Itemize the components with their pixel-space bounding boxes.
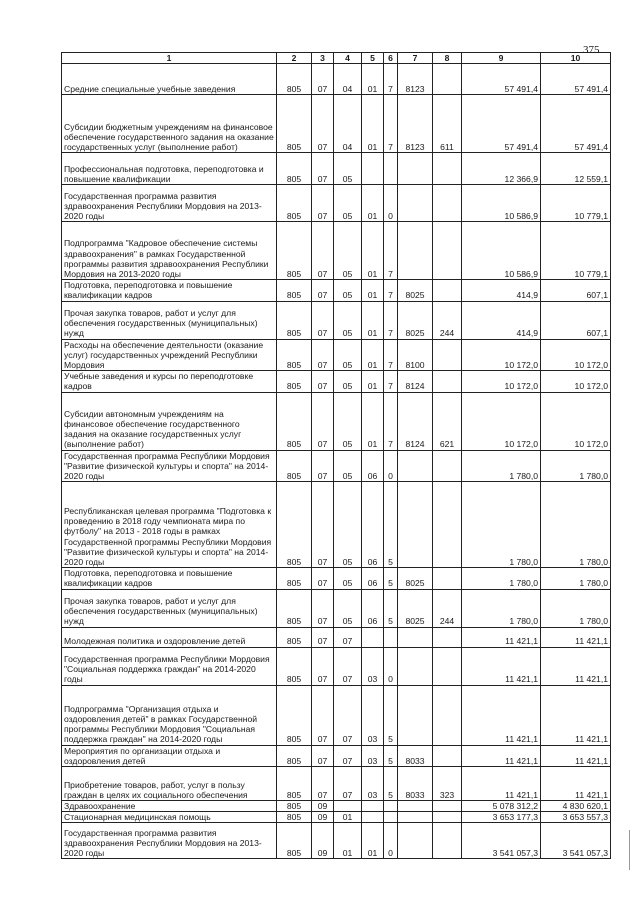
code-cell — [362, 627, 384, 647]
code-cell — [433, 153, 462, 185]
code-cell: 8033 — [398, 745, 433, 766]
code-cell: 805 — [277, 745, 312, 766]
amount-cell: 12 366,9 — [462, 153, 541, 185]
amount-cell: 11 421,1 — [541, 627, 611, 647]
code-cell: 5 — [384, 685, 398, 745]
code-cell: 07 — [312, 685, 334, 745]
table-row — [62, 767, 611, 801]
code-cell: 805 — [277, 568, 312, 589]
code-cell — [433, 685, 462, 745]
code-cell: 07 — [312, 280, 334, 301]
row-name-cell: Государственная программа развития здравоохранения Республики Мордовия на 2013-2020 годы — [62, 185, 277, 222]
code-cell: 09 — [312, 823, 334, 859]
table-row — [62, 589, 611, 627]
row-name-cell: Здравоохранение — [62, 801, 277, 812]
code-cell: 8124 — [398, 371, 433, 392]
code-cell: 805 — [277, 280, 312, 301]
code-cell: 07 — [312, 153, 334, 185]
table-row — [62, 823, 611, 859]
code-cell: 07 — [334, 627, 362, 647]
amount-cell: 1 780,0 — [462, 568, 541, 589]
column-header: 7 — [398, 53, 433, 64]
code-cell: 06 — [362, 568, 384, 589]
code-cell — [384, 627, 398, 647]
amount-cell: 57 491,4 — [462, 64, 541, 95]
code-cell: 06 — [362, 450, 384, 482]
table-row — [62, 450, 611, 482]
amount-cell: 1 780,0 — [462, 482, 541, 568]
code-cell: 07 — [312, 371, 334, 392]
table-row — [62, 301, 611, 339]
code-cell: 01 — [334, 812, 362, 823]
row-name-cell: Профессиональная подготовка, переподготовка и повышение квалификации — [62, 153, 277, 185]
table-row — [62, 801, 611, 812]
code-cell: 06 — [362, 589, 384, 627]
amount-cell: 3 653 177,3 — [462, 812, 541, 823]
column-header: 3 — [312, 53, 334, 64]
amount-cell: 10 172,0 — [462, 339, 541, 371]
amount-cell: 5 078 312,2 — [462, 801, 541, 812]
code-cell: 805 — [277, 222, 312, 280]
code-cell: 0 — [384, 185, 398, 222]
code-cell: 05 — [334, 482, 362, 568]
row-name-cell: Государственная программа Республики Мордовия "Социальная поддержка граждан" на 2014-2020 годы — [62, 647, 277, 685]
code-cell: 7 — [384, 64, 398, 95]
table-row — [62, 185, 611, 222]
table-row — [62, 153, 611, 185]
code-cell: 07 — [312, 392, 334, 450]
code-cell: 8025 — [398, 301, 433, 339]
code-cell: 805 — [277, 627, 312, 647]
code-cell: 7 — [384, 280, 398, 301]
code-cell: 05 — [334, 280, 362, 301]
code-cell: 5 — [384, 589, 398, 627]
code-cell: 805 — [277, 823, 312, 859]
amount-cell: 1 780,0 — [541, 589, 611, 627]
code-cell — [398, 823, 433, 859]
row-name-cell: Расходы на обеспечение деятельности (оказание услуг) государственных учреждений Республики Мордовия — [62, 339, 277, 371]
code-cell: 805 — [277, 589, 312, 627]
table-row — [62, 64, 611, 95]
table-body — [62, 64, 611, 859]
code-cell: 7 — [384, 301, 398, 339]
code-cell: 01 — [362, 823, 384, 859]
code-cell: 03 — [362, 647, 384, 685]
row-name-cell: Государственная программа Республики Мордовия "Развитие физической культуры и спорта" на 2014-2020 годы — [62, 450, 277, 482]
code-cell: 805 — [277, 371, 312, 392]
code-cell — [433, 371, 462, 392]
code-cell: 07 — [312, 339, 334, 371]
column-header: 4 — [334, 53, 362, 64]
amount-cell: 1 780,0 — [541, 450, 611, 482]
amount-cell: 11 421,1 — [462, 627, 541, 647]
code-cell: 805 — [277, 812, 312, 823]
code-cell: 8123 — [398, 95, 433, 153]
code-cell: 01 — [362, 95, 384, 153]
code-cell — [433, 450, 462, 482]
code-cell: 611 — [433, 95, 462, 153]
code-cell: 8025 — [398, 568, 433, 589]
code-cell: 8025 — [398, 589, 433, 627]
code-cell: 805 — [277, 801, 312, 812]
code-cell: 244 — [433, 301, 462, 339]
code-cell: 7 — [384, 95, 398, 153]
code-cell — [398, 812, 433, 823]
code-cell: 07 — [312, 185, 334, 222]
amount-cell: 607,1 — [541, 280, 611, 301]
code-cell: 5 — [384, 482, 398, 568]
amount-cell: 3 653 557,3 — [541, 812, 611, 823]
row-name-cell: Прочая закупка товаров, работ и услуг для обеспечения государственных (муниципальных) нужд — [62, 589, 277, 627]
column-header: 2 — [277, 53, 312, 64]
code-cell: 01 — [362, 301, 384, 339]
code-cell: 07 — [312, 568, 334, 589]
code-cell: 07 — [312, 64, 334, 95]
amount-cell: 607,1 — [541, 301, 611, 339]
code-cell: 04 — [334, 64, 362, 95]
row-name-cell: Учебные заведения и курсы по переподготовке кадров — [62, 371, 277, 392]
code-cell: 805 — [277, 392, 312, 450]
code-cell: 0 — [384, 450, 398, 482]
code-cell: 01 — [362, 392, 384, 450]
code-cell — [433, 482, 462, 568]
amount-cell: 10 172,0 — [541, 339, 611, 371]
amount-cell: 10 779,1 — [541, 185, 611, 222]
code-cell: 07 — [334, 767, 362, 801]
amount-cell: 10 172,0 — [541, 371, 611, 392]
amount-cell: 11 421,1 — [541, 767, 611, 801]
code-cell: 805 — [277, 153, 312, 185]
code-cell — [433, 801, 462, 812]
code-cell: 805 — [277, 95, 312, 153]
code-cell: 07 — [312, 767, 334, 801]
code-cell: 8100 — [398, 339, 433, 371]
amount-cell: 414,9 — [462, 301, 541, 339]
column-header: 8 — [433, 53, 462, 64]
table-row — [62, 482, 611, 568]
code-cell: 07 — [312, 95, 334, 153]
table-row — [62, 392, 611, 450]
code-cell: 04 — [334, 95, 362, 153]
column-header: 1 — [62, 53, 277, 64]
amount-cell: 11 421,1 — [462, 647, 541, 685]
code-cell: 05 — [334, 222, 362, 280]
code-cell: 07 — [312, 450, 334, 482]
code-cell: 7 — [384, 371, 398, 392]
code-cell: 805 — [277, 339, 312, 371]
code-cell: 805 — [277, 64, 312, 95]
code-cell — [362, 153, 384, 185]
code-cell: 07 — [312, 301, 334, 339]
code-cell: 09 — [312, 801, 334, 812]
amount-cell: 57 491,4 — [462, 95, 541, 153]
code-cell — [433, 185, 462, 222]
code-cell — [384, 801, 398, 812]
row-name-cell: Республиканская целевая программа "Подготовка к проведению в 2018 году чемпионата мира по футболу" на 2013 - 2018 годы в рамках Государственной программы Республики Мордовия "Развитие физической культуры и спорта" на 2014-2020 годы — [62, 482, 277, 568]
table-row — [62, 568, 611, 589]
code-cell — [433, 64, 462, 95]
code-cell: 7 — [384, 339, 398, 371]
code-cell — [398, 482, 433, 568]
page-number: 375 — [583, 44, 600, 56]
amount-cell: 11 421,1 — [462, 685, 541, 745]
code-cell: 07 — [312, 589, 334, 627]
code-cell: 01 — [362, 185, 384, 222]
code-cell: 03 — [362, 745, 384, 766]
code-cell: 05 — [334, 339, 362, 371]
code-cell: 8123 — [398, 64, 433, 95]
code-cell: 8025 — [398, 280, 433, 301]
amount-cell: 11 421,1 — [541, 647, 611, 685]
code-cell: 5 — [384, 767, 398, 801]
code-cell — [398, 185, 433, 222]
code-cell: 805 — [277, 647, 312, 685]
code-cell — [384, 812, 398, 823]
header-row — [62, 53, 611, 64]
table-row — [62, 685, 611, 745]
code-cell: 06 — [362, 482, 384, 568]
code-cell — [384, 153, 398, 185]
code-cell — [362, 801, 384, 812]
code-cell: 05 — [334, 450, 362, 482]
table-row — [62, 745, 611, 766]
code-cell — [398, 222, 433, 280]
code-cell: 7 — [384, 222, 398, 280]
row-name-cell: Государственная программа развития здравоохранения Республики Мордовия на 2013-2020 годы — [62, 823, 277, 859]
code-cell: 07 — [334, 685, 362, 745]
amount-cell: 10 172,0 — [462, 371, 541, 392]
amount-cell: 10 586,9 — [462, 185, 541, 222]
code-cell: 07 — [334, 647, 362, 685]
code-cell: 05 — [334, 153, 362, 185]
code-cell: 05 — [334, 371, 362, 392]
code-cell: 805 — [277, 685, 312, 745]
row-name-cell: Подготовка, переподготовка и повышение квалификации кадров — [62, 568, 277, 589]
code-cell: 07 — [334, 745, 362, 766]
code-cell: 8033 — [398, 767, 433, 801]
code-cell — [433, 568, 462, 589]
table-row — [62, 222, 611, 280]
amount-cell: 10 172,0 — [541, 392, 611, 450]
row-name-cell: Субсидии бюджетным учреждениям на финансовое обеспечение государственного задания на оказание государственных услуг (выполнение работ) — [62, 95, 277, 153]
column-header: 6 — [384, 53, 398, 64]
code-cell — [334, 801, 362, 812]
row-name-cell: Подпрограмма "Кадровое обеспечение системы здравоохранения" в рамках Государственной программы развития здравоохранения Республики Мордовия на 2013-2020 годы — [62, 222, 277, 280]
row-name-cell: Стационарная медицинская помощь — [62, 812, 277, 823]
table-row — [62, 339, 611, 371]
code-cell: 805 — [277, 767, 312, 801]
code-cell — [433, 222, 462, 280]
code-cell — [398, 153, 433, 185]
code-cell — [433, 745, 462, 766]
table-row — [62, 647, 611, 685]
code-cell: 805 — [277, 482, 312, 568]
budget-table — [61, 52, 611, 859]
code-cell: 07 — [312, 745, 334, 766]
code-cell — [398, 450, 433, 482]
code-cell: 5 — [384, 568, 398, 589]
row-name-cell: Подготовка, переподготовка и повышение квалификации кадров — [62, 280, 277, 301]
amount-cell: 1 780,0 — [462, 450, 541, 482]
code-cell — [362, 812, 384, 823]
code-cell: 05 — [334, 392, 362, 450]
column-header: 5 — [362, 53, 384, 64]
column-header: 10 — [541, 53, 611, 64]
code-cell: 01 — [362, 371, 384, 392]
amount-cell: 1 780,0 — [462, 589, 541, 627]
code-cell: 805 — [277, 185, 312, 222]
amount-cell: 12 559,1 — [541, 153, 611, 185]
code-cell: 01 — [362, 280, 384, 301]
code-cell: 8124 — [398, 392, 433, 450]
amount-cell: 10 779,1 — [541, 222, 611, 280]
code-cell: 7 — [384, 392, 398, 450]
amount-cell: 1 780,0 — [541, 482, 611, 568]
code-cell: 01 — [362, 222, 384, 280]
code-cell: 07 — [312, 222, 334, 280]
amount-cell: 4 830 620,1 — [541, 801, 611, 812]
row-name-cell: Средние специальные учебные заведения — [62, 64, 277, 95]
row-name-cell: Молодежная политика и оздоровление детей — [62, 627, 277, 647]
row-name-cell: Субсидии автономным учреждениям на финансовое обеспечение государственного задания на оказание государственных услуг (выполнение работ) — [62, 392, 277, 450]
code-cell: 07 — [312, 627, 334, 647]
code-cell: 323 — [433, 767, 462, 801]
amount-cell: 3 541 057,3 — [462, 823, 541, 859]
code-cell — [433, 627, 462, 647]
table-row — [62, 627, 611, 647]
amount-cell: 57 491,4 — [541, 64, 611, 95]
row-name-cell: Подпрограмма "Организация отдыха и оздоровления детей" в рамках Государственной программы Республики Мордовия "Социальная поддержка граждан" на 2014-2020 годы — [62, 685, 277, 745]
code-cell — [398, 647, 433, 685]
row-name-cell: Мероприятия по организации отдыха и оздоровления детей — [62, 745, 277, 766]
code-cell — [433, 812, 462, 823]
code-cell: 805 — [277, 301, 312, 339]
code-cell: 5 — [384, 745, 398, 766]
amount-cell: 414,9 — [462, 280, 541, 301]
code-cell — [433, 339, 462, 371]
code-cell: 07 — [312, 482, 334, 568]
row-name-cell: Прочая закупка товаров, работ и услуг для обеспечения государственных (муниципальных) нужд — [62, 301, 277, 339]
code-cell — [433, 823, 462, 859]
code-cell: 01 — [362, 339, 384, 371]
code-cell: 05 — [334, 568, 362, 589]
code-cell: 0 — [384, 823, 398, 859]
code-cell: 805 — [277, 450, 312, 482]
amount-cell: 3 541 057,3 — [541, 823, 611, 859]
margin-mark — [629, 830, 630, 870]
amount-cell: 11 421,1 — [462, 767, 541, 801]
code-cell — [433, 280, 462, 301]
amount-cell: 1 780,0 — [541, 568, 611, 589]
code-cell: 01 — [362, 64, 384, 95]
amount-cell: 10 586,9 — [462, 222, 541, 280]
amount-cell: 11 421,1 — [541, 745, 611, 766]
row-name-cell: Приобретение товаров, работ, услуг в пользу граждан в целях их социального обеспечения — [62, 767, 277, 801]
table-row — [62, 812, 611, 823]
code-cell: 0 — [384, 647, 398, 685]
code-cell: 05 — [334, 589, 362, 627]
amount-cell: 11 421,1 — [462, 745, 541, 766]
code-cell: 05 — [334, 185, 362, 222]
code-cell — [398, 627, 433, 647]
amount-cell: 57 491,4 — [541, 95, 611, 153]
code-cell: 09 — [312, 812, 334, 823]
table-row — [62, 280, 611, 301]
code-cell: 621 — [433, 392, 462, 450]
code-cell: 244 — [433, 589, 462, 627]
code-cell: 01 — [334, 823, 362, 859]
code-cell: 03 — [362, 767, 384, 801]
code-cell: 07 — [312, 647, 334, 685]
code-cell: 03 — [362, 685, 384, 745]
table-row — [62, 95, 611, 153]
code-cell: 05 — [334, 301, 362, 339]
code-cell — [433, 647, 462, 685]
code-cell — [398, 801, 433, 812]
table-row — [62, 371, 611, 392]
code-cell — [398, 685, 433, 745]
amount-cell: 10 172,0 — [462, 392, 541, 450]
column-header: 9 — [462, 53, 541, 64]
amount-cell: 11 421,1 — [541, 685, 611, 745]
